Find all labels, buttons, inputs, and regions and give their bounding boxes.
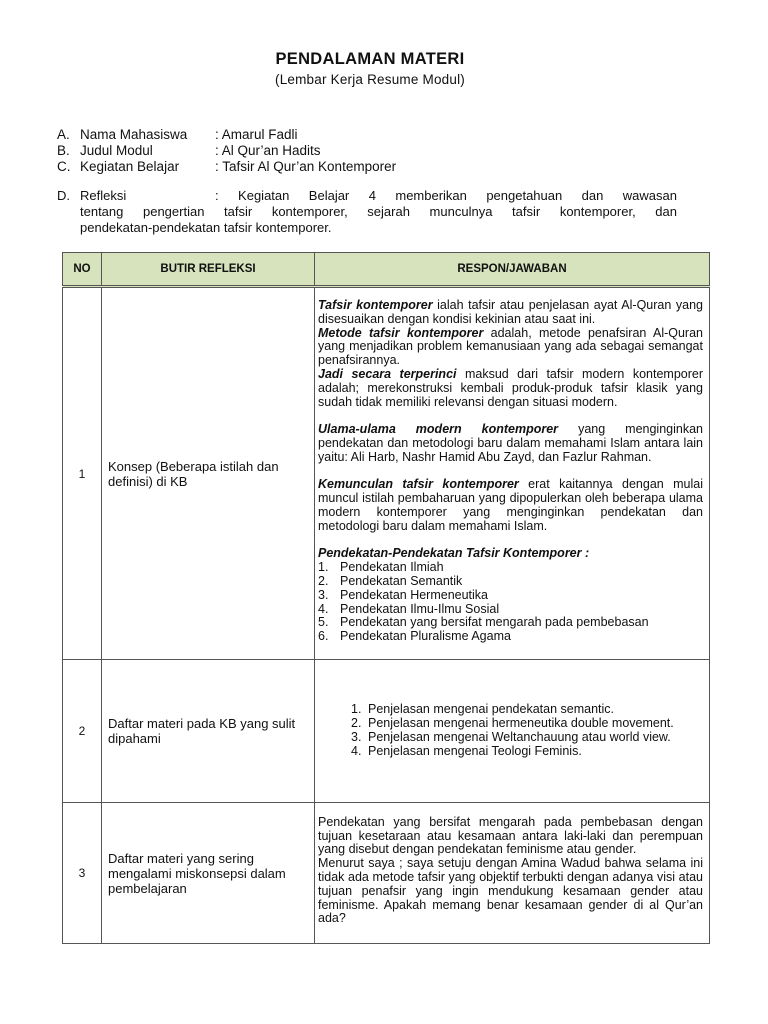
row-number: 2 bbox=[63, 660, 102, 803]
info-label: Nama Mahasiswa bbox=[80, 127, 188, 142]
bold-term: Ulama-ulama modern kontemporer bbox=[318, 422, 559, 437]
response-paragraph: Menurut saya ; saya setuju dengan Amina Wadud bahwa selama ini tidak ada metode tafsir yang objektif terbukti dengan adanya visi atau tujuan penafsir yang ingin mendukung kesamaan gender atau feminisme. Apakah memang benar kesamaan gender di al Qur’an ada? bbox=[318, 856, 703, 926]
table-row bbox=[63, 803, 710, 944]
list-text: Penjelasan mengenai Teologi Feminis. bbox=[368, 743, 582, 758]
reflection-text-line2: tentang pengertian tafsir kontemporer, sejarah munculnya tafsir kontemporer, dan bbox=[80, 204, 677, 219]
reflection-text-line3: pendekatan-pendekatan tafsir kontemporer. bbox=[80, 220, 332, 235]
paragraph-text: adalah, metode penafsiran Al-Quran yang menjadikan problem kemanusiaan yang ada sebagai semangat penafsirannya. bbox=[318, 325, 703, 368]
list-number: 2. bbox=[318, 573, 329, 588]
reflection-section bbox=[57, 188, 677, 236]
info-value: : Al Qur’an Hadits bbox=[215, 143, 321, 158]
list-item bbox=[318, 616, 703, 630]
row-butir: Daftar materi yang sering mengalami miskonsepsi dalam pembelajaran bbox=[102, 803, 315, 944]
approach-list bbox=[318, 561, 703, 644]
list-number: 2. bbox=[351, 716, 362, 731]
row-response bbox=[315, 660, 710, 803]
paragraph-text: ialah tafsir atau penjelasan ayat Al-Quran yang disesuaikan dengan kondisi kekinian atau saat ini. bbox=[318, 298, 703, 326]
info-label: Judul Modul bbox=[80, 143, 153, 158]
list-item bbox=[351, 731, 703, 745]
list-item bbox=[318, 589, 703, 603]
bold-term: Kemunculan tafsir kontemporer bbox=[318, 477, 519, 492]
bold-term: Tafsir kontemporer bbox=[318, 298, 433, 313]
reflection-text-line1: : Kegiatan Belajar 4 memberikan pengetahuan dan wawasan bbox=[215, 188, 677, 203]
info-value: : Amarul Fadli bbox=[215, 127, 298, 142]
list-item bbox=[318, 561, 703, 575]
page-title: PENDALAMAN MATERI bbox=[275, 50, 465, 68]
header-no: NO bbox=[63, 253, 102, 287]
list-number: 4. bbox=[318, 601, 329, 616]
info-row-activity bbox=[57, 159, 396, 175]
reflection-table bbox=[62, 252, 710, 944]
header-respon: RESPON/JAWABAN bbox=[315, 253, 710, 287]
header-butir: BUTIR REFLEKSI bbox=[102, 253, 315, 287]
info-letter: C. bbox=[57, 159, 71, 174]
list-text: Pendekatan Pluralisme Agama bbox=[340, 629, 511, 644]
list-number: 4. bbox=[351, 743, 362, 758]
info-letter: A. bbox=[57, 127, 70, 142]
list-text: Penjelasan mengenai pendekatan semantic. bbox=[368, 702, 615, 717]
response-paragraph: Pendekatan yang bersifat mengarah pada pembebasan dengan tujuan kesetaraan atau kesamaan antara laki-laki dan perempuan yang disebut dengan pendekatan feminisme atau gender. bbox=[318, 814, 703, 857]
response-paragraph bbox=[318, 478, 703, 533]
reflection-letter: D. bbox=[57, 188, 70, 203]
list-text: Pendekatan Hermeneutika bbox=[340, 587, 489, 602]
paragraph-text: maksud dari tafsir modern kontemporer adalah; merekonstruksi kembali produk-produk tafsir klasik yang sudah tidak memiliki relevansi dengan situasi modern. bbox=[318, 367, 703, 409]
list-text: Pendekatan Ilmu-Ilmu Sosial bbox=[340, 601, 500, 616]
info-row-name bbox=[57, 127, 396, 143]
info-label: Kegiatan Belajar bbox=[80, 159, 180, 174]
info-row-module bbox=[57, 143, 396, 159]
list-item bbox=[351, 703, 703, 717]
bold-term: Jadi secara terperinci bbox=[318, 367, 457, 382]
bold-term: Metode tafsir kontemporer bbox=[318, 325, 484, 340]
row-response bbox=[315, 287, 710, 660]
student-info bbox=[57, 127, 396, 175]
list-text: Penjelasan mengenai Weltanchauung atau world view. bbox=[368, 730, 671, 744]
info-value: : Tafsir Al Qur’an Kontemporer bbox=[215, 159, 397, 174]
table-row bbox=[63, 287, 710, 660]
list-text: Pendekatan Semantik bbox=[340, 573, 463, 588]
row-number: 1 bbox=[63, 287, 102, 660]
list-number: 5. bbox=[318, 615, 329, 630]
row-number: 3 bbox=[63, 803, 102, 944]
difficult-material-list bbox=[318, 703, 703, 758]
response-paragraph bbox=[318, 327, 703, 368]
list-number: 3. bbox=[318, 587, 329, 602]
info-letter: B. bbox=[57, 143, 70, 158]
row-butir: Daftar materi pada KB yang sulit dipahami bbox=[102, 660, 315, 803]
row-response bbox=[315, 803, 710, 944]
table-row bbox=[63, 660, 710, 803]
list-item bbox=[351, 717, 703, 731]
list-number: 3. bbox=[351, 730, 362, 744]
list-text: Pendekatan yang bersifat mengarah pada pembebasan bbox=[340, 615, 649, 630]
response-paragraph bbox=[318, 423, 703, 464]
list-title: Pendekatan-Pendekatan Tafsir Kontemporer : bbox=[318, 546, 590, 561]
response-paragraph bbox=[318, 368, 703, 409]
list-number: 1. bbox=[318, 560, 329, 575]
paragraph-text: yang menginginkan pendekatan dan metodologi baru dalam memahami Islam antara lain yaitu: Ali Harb, Nashr Hamid Abu Zayd, dan Fazlur Rahman. bbox=[318, 422, 704, 464]
list-item bbox=[318, 575, 703, 589]
list-item bbox=[351, 745, 703, 759]
table-header-row bbox=[63, 253, 710, 287]
row-butir: Konsep (Beberapa istilah dan definisi) di KB bbox=[102, 287, 315, 660]
page-subtitle: (Lembar Kerja Resume Modul) bbox=[275, 72, 465, 87]
list-number: 6. bbox=[318, 629, 329, 644]
list-item bbox=[318, 603, 703, 617]
list-text: Pendekatan Ilmiah bbox=[340, 560, 444, 575]
response-paragraph bbox=[318, 299, 703, 327]
list-text: Penjelasan mengenai hermeneutika double movement. bbox=[368, 716, 674, 731]
reflection-label: Refleksi bbox=[80, 188, 127, 203]
paragraph-text: erat kaitannya dengan mulai muncul istilah pembaharuan yang dipopulerkan oleh beberapa ulama modern kontemporer yang menginginkan pendekatan dan metodologi baru dalam memahami Islam. bbox=[318, 477, 703, 533]
list-number: 1. bbox=[351, 702, 362, 717]
list-item bbox=[318, 630, 703, 644]
